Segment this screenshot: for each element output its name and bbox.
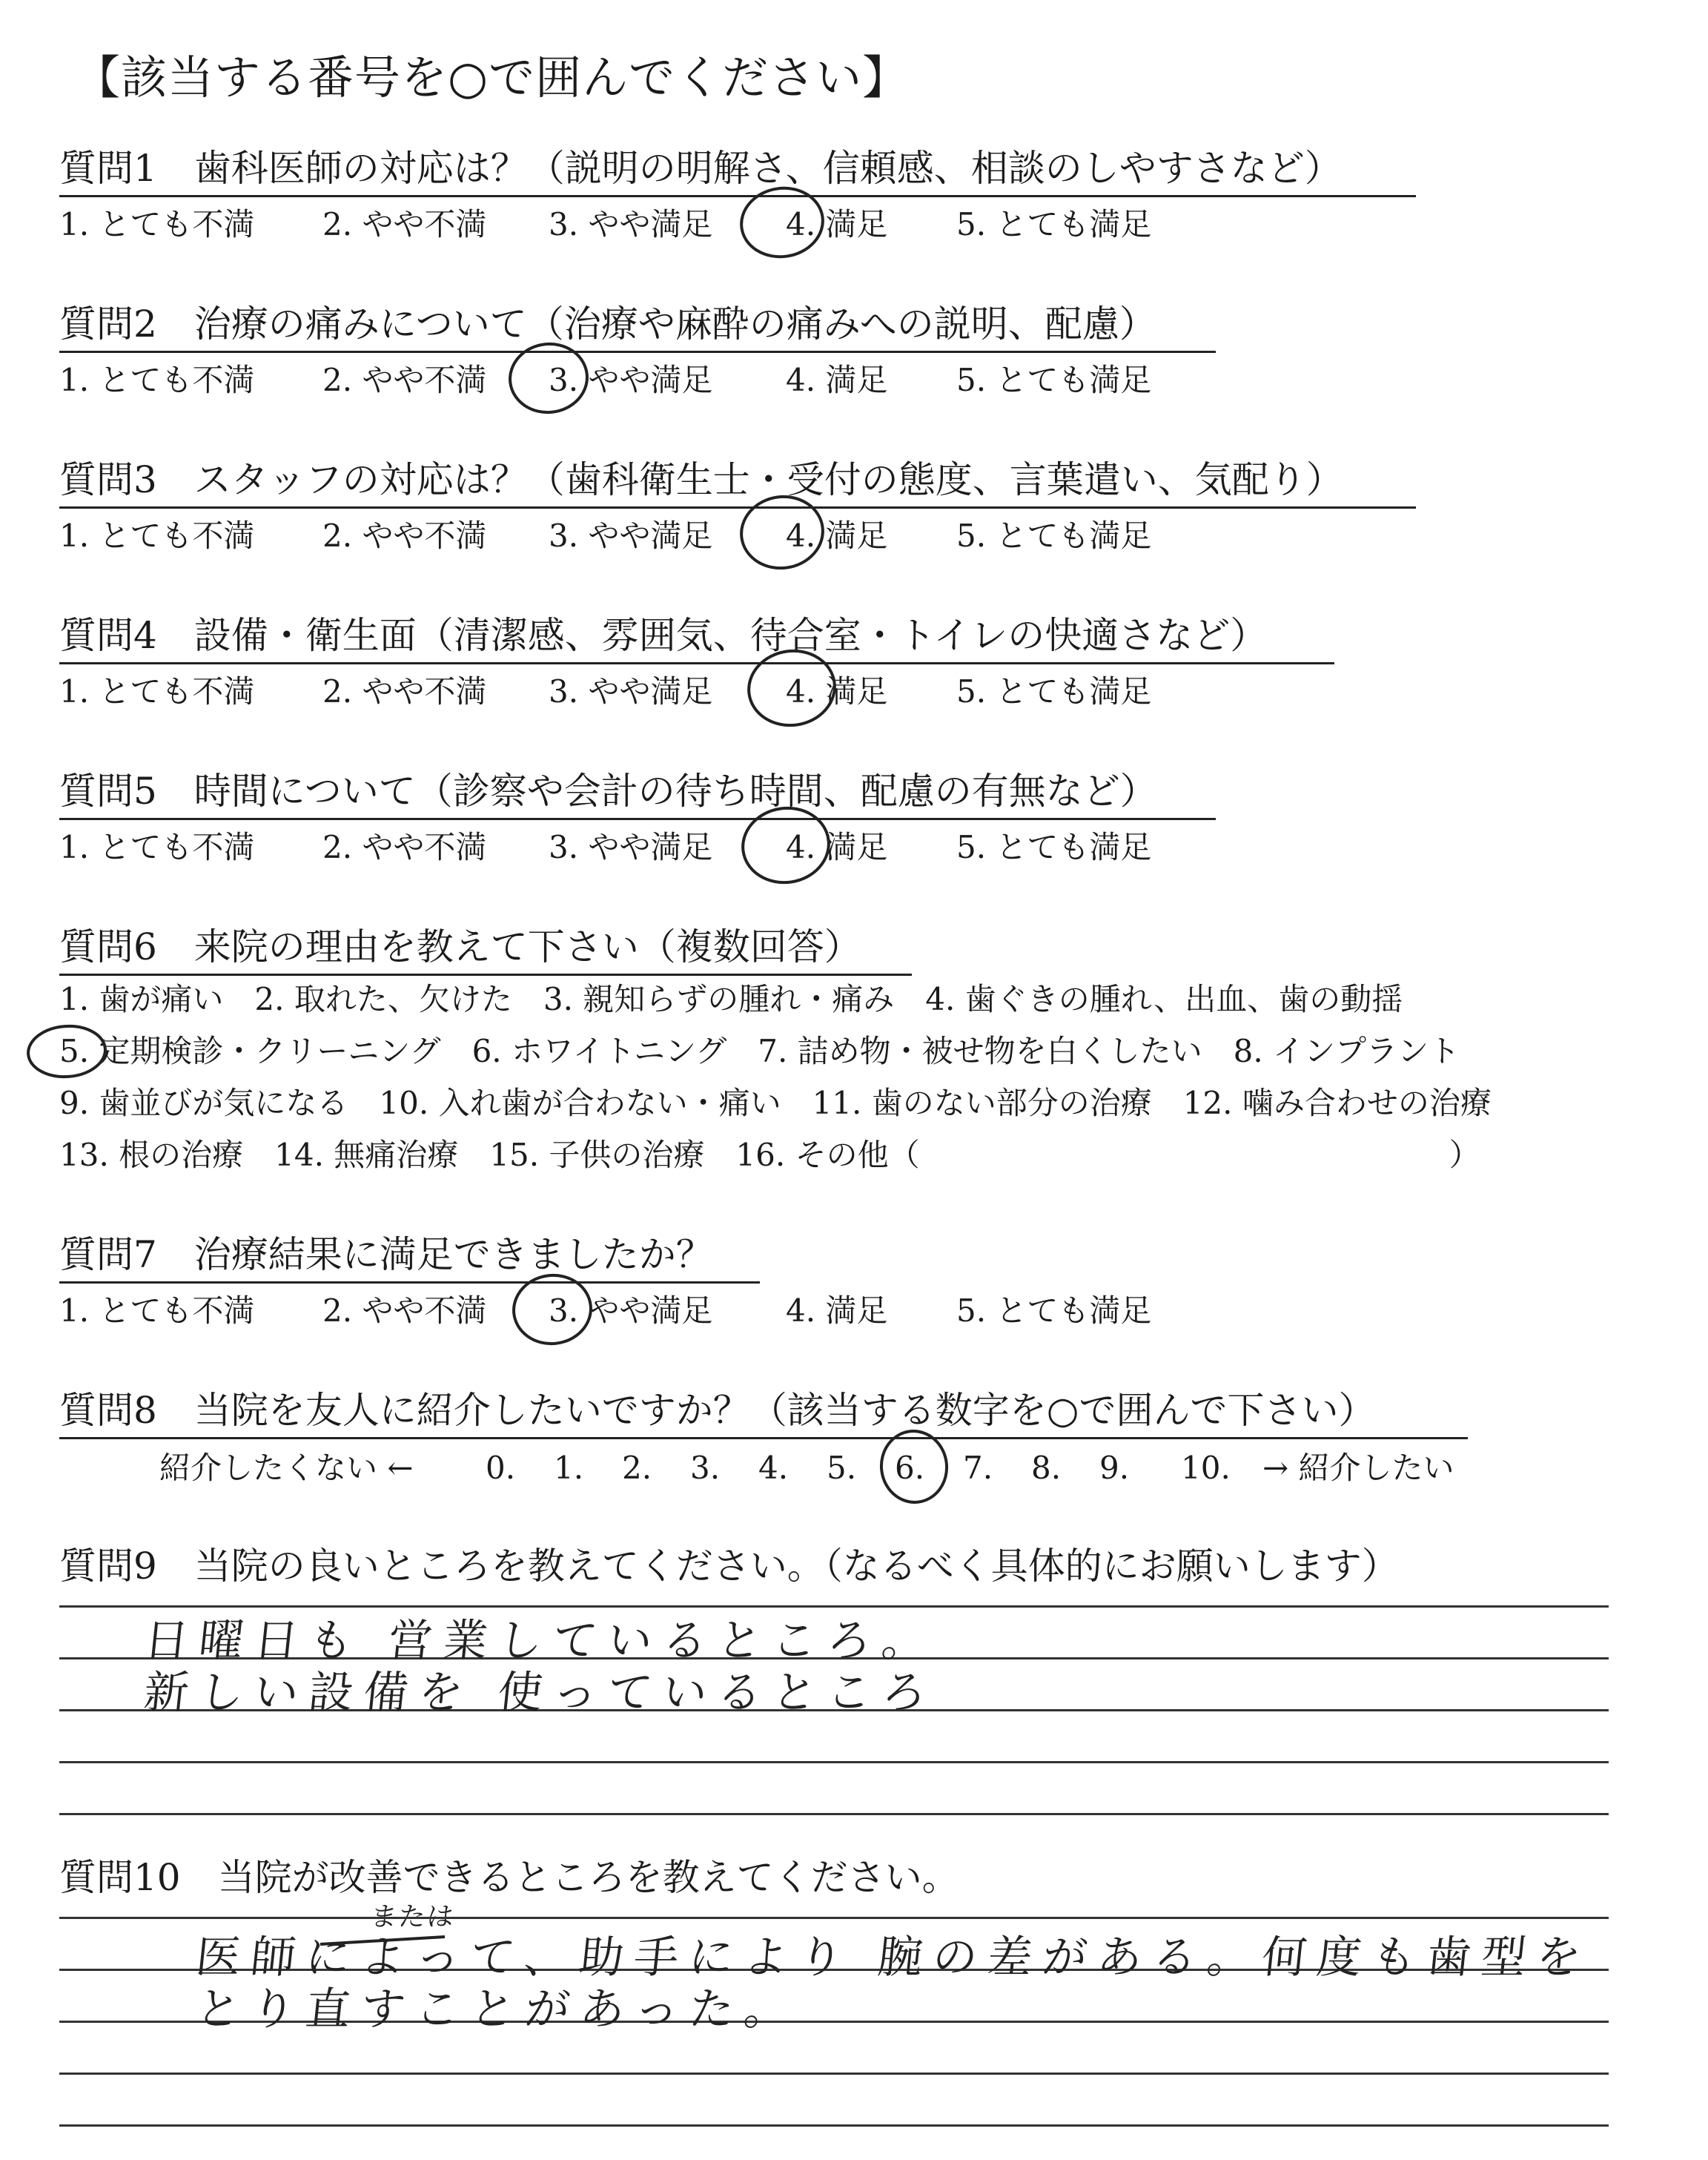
option-1[interactable]: 1. とても不満 xyxy=(59,673,255,710)
option-4[interactable]: 4. 満足 xyxy=(786,518,888,554)
option-1[interactable]: 1. とても不満 xyxy=(59,1292,255,1329)
scale-8[interactable]: 8. xyxy=(1031,1450,1062,1486)
question-2-label: 質問2 治療の痛みについて（治療や麻酔の痛みへの説明、配慮） xyxy=(59,300,1216,353)
option-3[interactable]: 3. やや満足 xyxy=(549,1292,713,1329)
option-4[interactable]: 4. 満足 xyxy=(786,673,888,710)
question-8-label: 質問8 当院を友人に紹介したいですか？（該当する数字を○で囲んで下さい） xyxy=(59,1387,1468,1439)
question-5-label: 質問5 時間について（診察や会計の待ち時間、配慮の有無など） xyxy=(59,767,1216,820)
writing-line xyxy=(59,1917,1609,1919)
writing-line xyxy=(59,2073,1609,2075)
q9-answer-line-1[interactable]: 日曜日も 営業しているところ。 xyxy=(141,1615,940,1667)
scale-0[interactable]: 0. xyxy=(486,1450,516,1486)
option-2[interactable]: 2. やや不満 xyxy=(322,1292,487,1329)
option-3[interactable]: 3. やや満足 xyxy=(549,518,713,554)
question-3-options xyxy=(59,515,1151,557)
scale-2[interactable]: 2. xyxy=(622,1450,652,1486)
question-4-options xyxy=(59,671,1151,713)
question-9-label: 質問9 当院の良いところを教えてください。（なるべく具体的にお願いします） xyxy=(59,1545,1399,1588)
question-6-row-3[interactable]: 9. 歯並びが気になる 10. 入れ歯が合わない・痛い 11. 歯のない部分の治療 12. 噛み合わせの治療 xyxy=(59,1085,1492,1121)
option-2[interactable]: 2. やや不満 xyxy=(322,829,487,865)
question-5-options xyxy=(59,827,1151,868)
option-4[interactable]: 4. 満足 xyxy=(786,206,888,242)
option-4[interactable]: 4. 満足 xyxy=(786,1292,888,1329)
option-5[interactable]: 5. とても満足 xyxy=(956,1292,1152,1329)
scale-1[interactable]: 1. xyxy=(554,1450,584,1486)
question-6-label: 質問6 来院の理由を教えて下さい（複数回答） xyxy=(59,923,912,976)
q10-insert-note: または xyxy=(368,1902,457,1932)
option-1[interactable]: 1. とても不満 xyxy=(59,362,255,398)
option-3[interactable]: 3. やや満足 xyxy=(549,362,713,398)
question-6-row-1[interactable]: 1. 歯が痛い 2. 取れた、欠けた 3. 親知らずの腫れ・痛み 4. 歯ぐきの腫れ、出血、歯の動揺 xyxy=(59,981,1403,1017)
option-2[interactable]: 2. やや不満 xyxy=(322,362,487,398)
scale-6[interactable]: 6. xyxy=(895,1450,925,1486)
scale-3[interactable]: 3. xyxy=(690,1450,721,1486)
scale-right-label: → 紹介したい xyxy=(1262,1450,1454,1486)
option-1[interactable]: 1. とても不満 xyxy=(59,518,255,554)
scale-10[interactable]: 10. xyxy=(1181,1450,1231,1486)
question-6-row-4[interactable]: 13. 根の治療 14. 無痛治療 15. 子供の治療 16. その他（ ） xyxy=(59,1137,1480,1173)
option-3[interactable]: 3. やや満足 xyxy=(549,206,713,242)
option-1[interactable]: 1. とても不満 xyxy=(59,829,255,865)
question-7-options xyxy=(59,1290,1151,1332)
question-10-label: 質問10 当院が改善できるところを教えてください。 xyxy=(59,1856,959,1899)
scale-9[interactable]: 9. xyxy=(1099,1450,1130,1486)
q9-answer-line-2[interactable]: 新しい設備を 使っているところ xyxy=(141,1667,940,1719)
writing-line xyxy=(59,1761,1609,1763)
question-6-row-2[interactable]: 5. 定期検診・クリーニング 6. ホワイトニング 7. 詰め物・被せ物を白くしたい 8. インプラント xyxy=(59,1033,1460,1069)
question-2-options xyxy=(59,360,1151,401)
option-5[interactable]: 5. とても満足 xyxy=(956,362,1152,398)
question-8-scale xyxy=(159,1447,1454,1489)
option-5[interactable]: 5. とても満足 xyxy=(956,673,1152,710)
option-5[interactable]: 5. とても満足 xyxy=(956,518,1152,554)
page-title: 【該当する番号を○で囲んでください】 xyxy=(74,50,910,105)
question-3-label: 質問3 スタッフの対応は？（歯科衛生士・受付の態度、言葉遣い、気配り） xyxy=(59,456,1416,509)
option-1[interactable]: 1. とても不満 xyxy=(59,206,255,242)
option-4[interactable]: 4. 満足 xyxy=(786,829,888,865)
option-2[interactable]: 2. やや不満 xyxy=(322,518,487,554)
question-1-label: 質問1 歯科医師の対応は？（説明の明解さ、信頼感、相談のしやすさなど） xyxy=(59,145,1416,197)
option-4[interactable]: 4. 満足 xyxy=(786,362,888,398)
writing-line xyxy=(59,1813,1609,1815)
option-5[interactable]: 5. とても満足 xyxy=(956,829,1152,865)
q10-answer-line-2[interactable]: とり直すことがあった。 xyxy=(193,1984,802,2035)
scale-4[interactable]: 4. xyxy=(758,1450,789,1486)
option-5[interactable]: 5. とても満足 xyxy=(956,206,1152,242)
option-2[interactable]: 2. やや不満 xyxy=(322,206,487,242)
option-2[interactable]: 2. やや不満 xyxy=(322,673,487,710)
question-1-options xyxy=(59,204,1151,245)
scale-left-label: 紹介したくない ← xyxy=(159,1450,414,1486)
scale-5[interactable]: 5. xyxy=(827,1450,857,1486)
question-7-label: 質問7 治療結果に満足できましたか？ xyxy=(59,1231,760,1284)
question-4-label: 質問4 設備・衛生面（清潔感、雰囲気、待合室・トイレの快適さなど） xyxy=(59,612,1334,664)
scale-7[interactable]: 7. xyxy=(963,1450,993,1486)
writing-line xyxy=(59,2124,1609,2127)
option-3[interactable]: 3. やや満足 xyxy=(549,829,713,865)
q10-answer-line-1[interactable]: 医師によって、助手により 腕の差がある。何度も歯型を xyxy=(193,1932,1595,1984)
option-3[interactable]: 3. やや満足 xyxy=(549,673,713,710)
